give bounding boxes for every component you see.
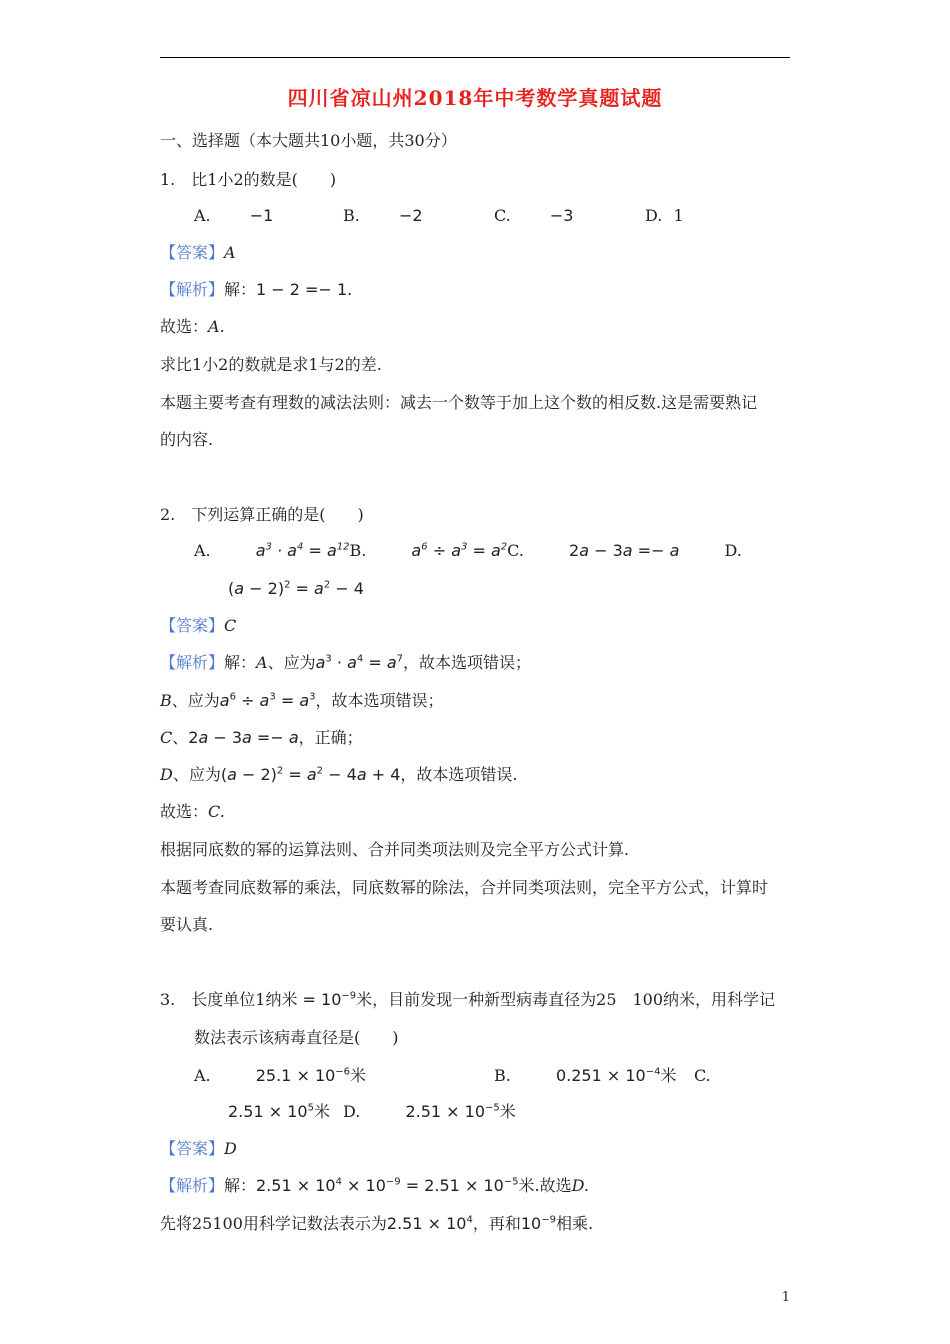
q3-option-c-label: C. xyxy=(694,1066,711,1085)
q3-option-b: B. $0.251 \times 10^{-4}$米 xyxy=(494,1066,677,1085)
q1-analysis: 【解析】解：1 − 2 =− 1. xyxy=(160,280,353,299)
q1-note-2: 本题主要考查有理数的减法法则：减去一个数等于加上这个数的相反数.这是需要熟记 xyxy=(160,393,758,412)
q2-stem: 2. 下列运算正确的是( ) xyxy=(160,505,364,524)
q2-options-row: A. $a^3 \cdot a^4 = a^{12}B$. $a^6 \div a^3 = a^2C$. 2a − 3a =− a D. xyxy=(194,541,742,560)
q2-answer: 【答案】C xyxy=(160,616,237,635)
q2-conclusion: 故选：C. xyxy=(160,802,225,821)
q1-option-c: C. −3 xyxy=(494,206,574,225)
page-number: 1 xyxy=(781,1290,790,1305)
q3-stem-1: 3. 长度单位1纳米 = $10^{-9}$米，目前发现一种新型病毒直径为25 100纳米，用科学记 xyxy=(160,990,776,1009)
q3-stem-2: 数法表示该病毒直径是( ) xyxy=(194,1028,399,1047)
q1-note-3: 的内容. xyxy=(160,430,214,449)
q2-note-2: 本题考查同底数幂的乘法，同底数幂的除法，合并同类项法则，完全平方公式，计算时 xyxy=(160,878,769,897)
q3-option-a: A. $25.1 \times 10^{-6}$米 xyxy=(194,1066,367,1085)
q2-analysis-a: 【解析】解：A、应为$a^3 \cdot a^4 = a^7$，故本选项错误； xyxy=(160,653,532,672)
q1-option-a: A. −1 xyxy=(194,206,274,225)
q2-option-d: $(a - 2)^2 = a^2 - 4$ xyxy=(228,579,364,598)
q2-note-1: 根据同底数的幂的运算法则、合并同类项法则及完全平方公式计算. xyxy=(160,840,630,859)
q1-note-1: 求比1小2的数就是求1与2的差. xyxy=(160,355,382,374)
q3-note: 先将25100用科学记数法表示为$2.51 \times 10^4$，再和$10^{-9}$相乘. xyxy=(160,1214,594,1233)
q2-analysis-b: B、应为$a^6 \div a^3 = a^3$，故本选项错误； xyxy=(160,691,444,710)
q2-note-3: 要认真. xyxy=(160,915,214,934)
q1-conclusion: 故选：A. xyxy=(160,317,225,336)
q1-option-b: B. −2 xyxy=(343,206,423,225)
q3-option-d: D. $2.51 \times 10^{-5}$米 xyxy=(343,1102,516,1121)
q3-analysis: 【解析】解：$2.51 \times 10^4 \times 10^{-9} = 2.51 \times 10^{-5}$米.故选D. xyxy=(160,1176,589,1195)
q2-analysis-d: D、应为$(a - 2)^2 = a^2 - 4a + 4$，故本选项错误. xyxy=(160,765,518,784)
section-heading: 一、选择题（本大题共10小题，共30分） xyxy=(160,131,457,150)
page-title: 四川省凉山州2018年中考数学真题试题 xyxy=(287,86,663,110)
q1-stem: 1. 比1小2的数是( ) xyxy=(160,170,337,189)
q1-answer: 【答案】A xyxy=(160,243,236,262)
q3-answer: 【答案】D xyxy=(160,1139,237,1158)
q3-option-c: $2.51 \times 10^5$米 xyxy=(228,1102,330,1121)
q2-analysis-c: C、2a − 3a =− a，正确； xyxy=(160,728,363,747)
q1-option-d: D. 1 xyxy=(645,206,684,225)
header-rule xyxy=(160,57,790,58)
